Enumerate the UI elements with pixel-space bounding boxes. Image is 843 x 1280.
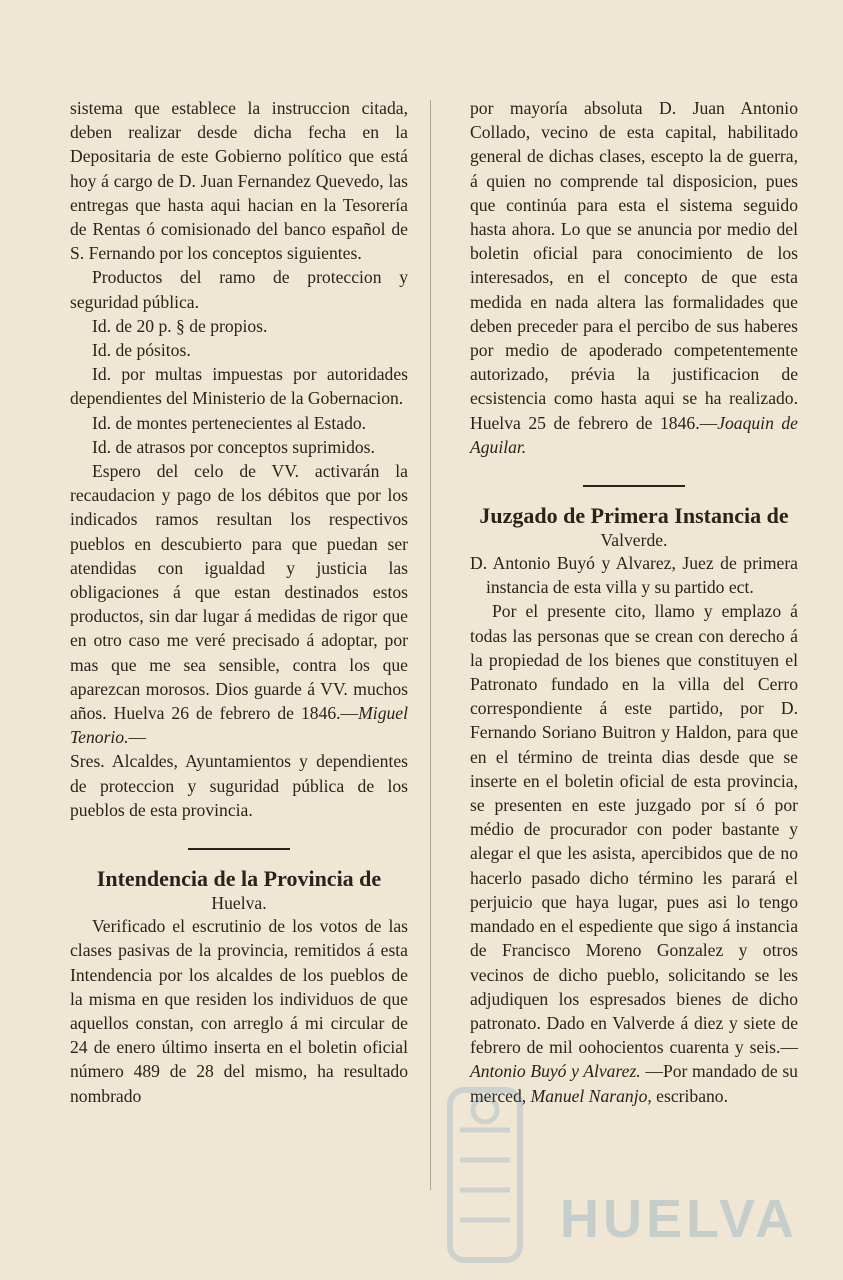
paragraph: sistema que establece la instruccion citada, deben realizar desde dicha fecha en la Depositaria de este Gobierno político que está hoy á cargo de D. Juan Fernandez Quevedo, las entregas que hasta aqui hacian en la Tesorería de Rentas ó comisionado del banco español de S. Fernando por los conceptos siguientes.: [70, 98, 408, 264]
signature: Joaquin de Aguilar.: [470, 412, 798, 457]
paragraph-text: Espero del celo de VV. activarán la recaudacion y pago de los débitos que por los indicados ramos resultan los respectivos pueblos en descubierto para que puedan ser atendidas con igualdad y justicia las obligaciones á que estan destinados estos productos, sin dar lugar á medidas de rigor que en otro caso me veré precisado á adoptar, por mas que me sea sensible, contra los que aparezcan morosos. Dios guarde á VV. muchos años. Huelva 26 de febrero de 1846.—: [70, 461, 408, 724]
list-item: Id. por multas impuestas por autoridades dependientes del Ministerio de la Gobernacion.: [70, 364, 408, 409]
paragraph: Espero del celo de VV. activarán la recaudacion y pago de los débitos que por los indicados ramos resultan los respectivos pueblos en descubierto para que puedan ser atendidas con igualdad y justicia las obligaciones á que estan destinados estos productos, sin dar lugar á medidas de rigor que en otro caso me veré precisado á adoptar, por mas que me sea sensible, contra los que aparezcan morosos. Dios guarde á VV. muchos años. Huelva 26 de febrero de 1846.—Miguel Tenorio.—: [70, 461, 408, 748]
paragraph: D. Antonio Buyó y Alvarez, Juez de primera instancia de esta villa y su partido ect.: [470, 553, 798, 598]
paragraph: [470, 599, 798, 1107]
signature: Manuel Naranjo,: [530, 1085, 652, 1106]
right-column: [470, 96, 798, 1108]
paragraph: Productos del ramo de proteccion y seguridad pública.: [70, 267, 408, 312]
section-subtitle: Huelva.: [211, 893, 267, 914]
left-column: [70, 96, 408, 1108]
section-title-intendencia: Intendencia de la Provincia de: [96, 866, 382, 892]
list-item: Id. de pósitos.: [92, 340, 191, 361]
column-divider: [430, 100, 431, 1190]
list-item: Id. de montes pertenecientes al Estado.: [92, 412, 367, 433]
section-title-juzgado: Juzgado de Primera Instancia de: [479, 503, 789, 529]
closing-text: —Por mandado de su merced,: [470, 1061, 798, 1106]
paragraph-text: Por el presente cito, llamo y emplazo á todas las personas que se crean con derecho á la propiedad de los bienes que constituyen el Patronato fundado en la villa del Cerro correspondiente á este partido, por D. Fernando Soriano Buitron y Haldon, para que en el término de treinta dias desde que se inserte en el boletin oficial de esta provincia, se presenten en este juzgado por sí ó por médio de procurador con poder bastante y alegar el que les asista, apercibidos que de no hacerlo pasado dicho término les parará el perjuicio que haya lugar, pues asi lo tengo mandado en el espediente que sigo á instancia de Francisco Moreno Gonzalez y otros vecinos de dicho pueblo, solicitando se les adjudiquen los espresados bienes de dicho patronato. Dado en Valverde á diez y siete de febrero de mil oohocientos cuarenta y seis.—: [470, 601, 798, 1058]
paragraph: [470, 96, 798, 459]
paragraph-text: por mayoría absoluta D. Juan Antonio Collado, vecino de esta capital, habilitado general de dichas clases, escepto la de guerra, á quien no comprende tal disposicion, pues que continúa para esta el sistema seguido hasta ahora. Lo que se anuncia por medio del boletin oficial para conocimiento de los interesados, en el concepto de que esta medida en nada altera las formalidades que deben preceder para el percibo de sus haberes por medio de apoderado competentemente autorizado, prévia la justificacion de ecsistencia como hasta aqui se ha realizado. Huelva 25 de febrero de 1846.—: [470, 98, 798, 433]
list-item: Id. de 20 p. § de propios.: [92, 315, 268, 336]
section-divider: [188, 848, 290, 850]
paragraph: Verificado el escrutinio de los votos de las clases pasivas de la provincia, remitidos á esta Intendencia por los alcaldes de los pueblos de la misma en que residen los individuos de que aquellos constan, con arreglo á mi circular de 24 de enero último inserta en el boletin oficial número 489 de 28 del mismo, ha resultado nombrado: [70, 916, 408, 1106]
list-item: Id. de atrasos por conceptos suprimidos.: [92, 436, 375, 457]
signature: Antonio Buyó y Alvarez.: [470, 1061, 641, 1082]
section-subtitle: Valverde.: [600, 530, 668, 551]
signature: Miguel Tenorio.: [70, 703, 408, 748]
closing-end: escribano.: [651, 1085, 728, 1106]
watermark-text: HUELVA: [560, 1189, 798, 1249]
addressee: Sres. Alcaldes, Ayuntamientos y dependientes de proteccion y suguridad pública de los pueblos de esta provincia.: [70, 751, 408, 820]
section-divider: [583, 485, 685, 487]
